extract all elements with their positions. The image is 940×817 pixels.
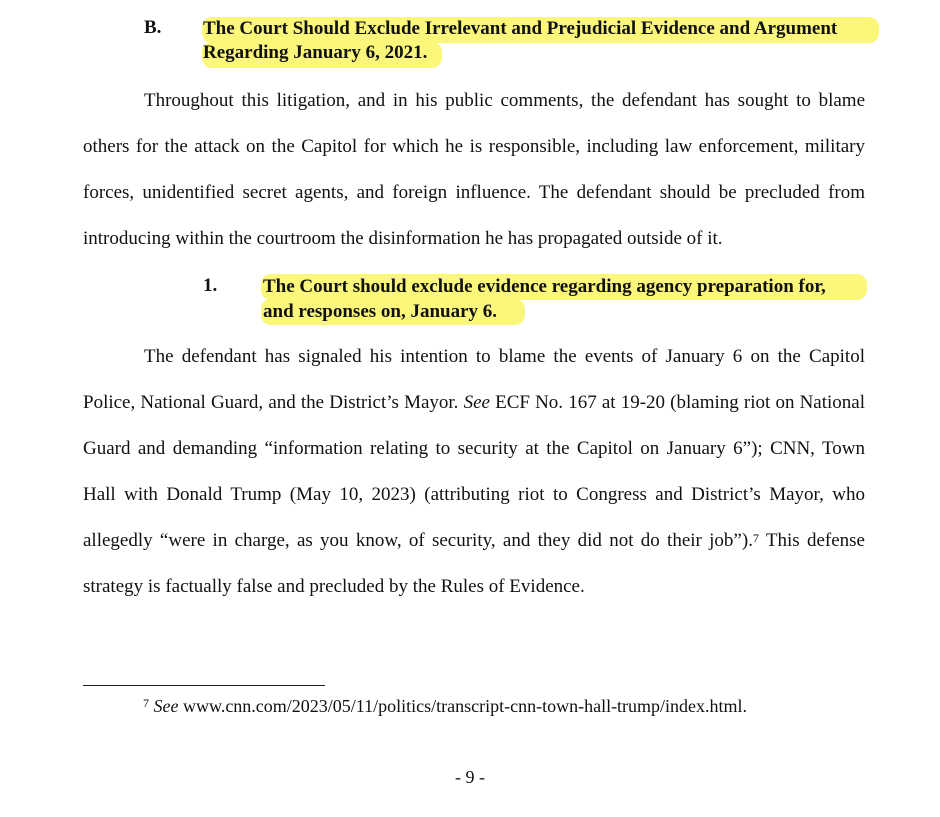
footnote-signal-see: See: [153, 696, 179, 716]
page-number: - 9 -: [455, 767, 485, 787]
footnote-text: www.cnn.com/2023/05/11/politics/transcript-cnn-town-hall-trump/index.html.: [178, 696, 748, 716]
footnote-number: 7: [143, 696, 149, 710]
subsection-number: 1.: [203, 275, 218, 296]
section-heading: [203, 17, 893, 65]
body-paragraph: [83, 78, 865, 262]
signal-see: See: [463, 392, 490, 413]
paragraph-text-part1: The defendant has signaled his intention to blame the events of January 6 on the Capitol Police, National Guard, and the District’s Mayor.: [83, 346, 865, 413]
subsection-heading-line2: and responses on, January 6.: [263, 301, 498, 322]
footnote-reference[interactable]: 7: [752, 531, 759, 545]
paragraph-text-part3: This defense strategy is factually false and precluded by the Rules of Evidence.: [83, 530, 865, 597]
paragraph-text: Throughout this litigation, and in his public comments, the defendant has sought to blame others for the attack on the Capitol for which he is responsible, including law enforcement, military forces, unidentified secret agents, and foreign influence. The defendant should be precluded from introducing within the courtroom the disinformation he has propagated outside of it.: [83, 90, 865, 249]
section-heading-line2: Regarding January 6, 2021.: [203, 42, 428, 63]
footnote: [143, 694, 747, 718]
paragraph-text-part2: ECF No. 167 at 19-20 (blaming riot on National Guard and demanding “information relating to security at the Capitol on January 6”); CNN, Town Hall with Donald Trump (May 10, 2023) (attributing riot to Congress and District’s Mayor, who allegedly “were in charge, as you know, of security, and they did not do their job”).: [83, 392, 866, 551]
body-paragraph: [83, 334, 865, 610]
section-heading-line1: The Court Should Exclude Irrelevant and Prejudicial Evidence and Argument: [203, 18, 838, 39]
subsection-heading: [263, 274, 873, 324]
footnote-divider: [83, 685, 325, 686]
section-letter: B.: [144, 17, 162, 38]
subsection-heading-line1: The Court should exclude evidence regarding agency preparation for,: [263, 276, 826, 297]
